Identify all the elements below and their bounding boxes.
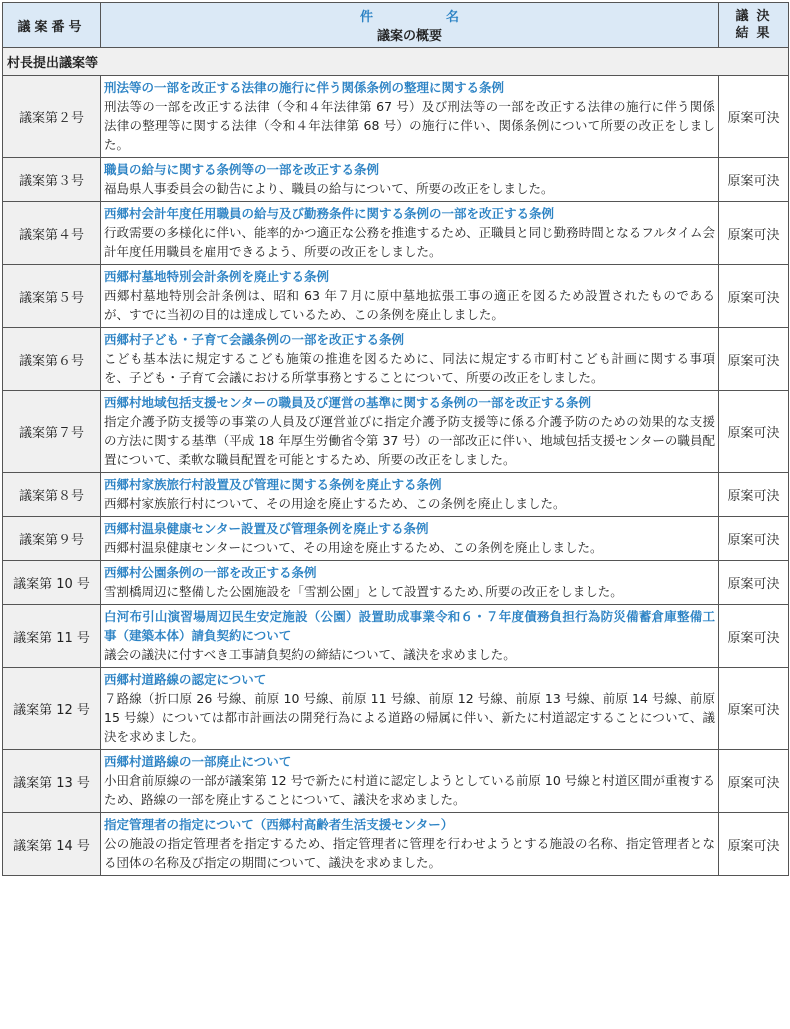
bill-result: 原案可決 — [719, 750, 789, 813]
header-result-line1: 議決 — [735, 9, 778, 24]
bill-number: 議案第６号 — [3, 328, 101, 391]
bill-row — [3, 158, 789, 202]
bill-body — [101, 813, 719, 876]
section-row — [3, 48, 789, 76]
bill-summary: 雪割橋周辺に整備した公園施設を「雪割公園」として設置するため､所要の改正をしました。 — [104, 584, 623, 599]
bill-summary: 西郷村家族旅行村について、その用途を廃止するため、この条例を廃止しました。 — [104, 496, 566, 511]
header-subtitle: 議案の概要 — [376, 29, 442, 44]
bill-number: 議案第５号 — [3, 265, 101, 328]
bill-title: 西郷村道路線の認定について — [104, 672, 267, 687]
bill-title: 西郷村家族旅行村設置及び管理に関する条例を廃止する条例 — [104, 477, 442, 492]
bill-number: 議案第７号 — [3, 391, 101, 473]
bill-row — [3, 605, 789, 668]
bill-summary: 福島県人事委員会の勧告により、職員の給与について、所要の改正をしました。 — [104, 181, 554, 196]
bill-summary: 議会の議決に付すべき工事請負契約の締結について、議決を求めました。 — [104, 647, 516, 662]
header-number: 議案番号 — [3, 3, 101, 48]
bill-row — [3, 517, 789, 561]
bill-summary: 西郷村墓地特別会計条例は、昭和 63 年７月に原中墓地拡張工事の適正を図るため設置されたものであるが、すでに当初の目的は達成しているため、この条例を廃止しました。 — [104, 288, 715, 322]
bill-number: 議案第 12 号 — [3, 668, 101, 750]
header-result-cell — [719, 3, 789, 48]
bill-title: 刑法等の一部を改正する法律の施行に伴う関係条例の整理に関する条例 — [104, 80, 505, 95]
bill-result: 原案可決 — [719, 158, 789, 202]
bill-row — [3, 668, 789, 750]
bill-title: 西郷村会計年度任用職員の給与及び勤務条件に関する条例の一部を改正する条例 — [104, 206, 555, 221]
bill-title: 白河布引山演習場周辺民生安定施設（公園）設置助成事業令和６・７年度債務負担行為防災備蓄倉庫整備工事（建築本体）請負契約について — [104, 609, 715, 643]
bill-row — [3, 750, 789, 813]
bill-row — [3, 202, 789, 265]
bill-title: 西郷村温泉健康センター設置及び管理条例を廃止する条例 — [104, 521, 429, 536]
bill-summary: 小田倉前原線の一部が議案第 12 号で新たに村道に認定しようとしている前原 10 号線と村道区間が重複するため、路線の一部を廃止することについて、議決を求めました。 — [104, 773, 715, 807]
bill-number: 議案第 10 号 — [3, 561, 101, 605]
bill-result: 原案可決 — [719, 517, 789, 561]
bill-number: 議案第８号 — [3, 473, 101, 517]
bill-result: 原案可決 — [719, 265, 789, 328]
bill-number: 議案第 14 号 — [3, 813, 101, 876]
bill-title: 指定管理者の指定について（西郷村高齢者生活支援センター） — [104, 817, 454, 832]
bill-body — [101, 668, 719, 750]
bill-body — [101, 76, 719, 158]
bill-row — [3, 391, 789, 473]
bill-body — [101, 265, 719, 328]
bill-body — [101, 328, 719, 391]
bill-number: 議案第４号 — [3, 202, 101, 265]
table-header-row — [3, 3, 789, 48]
bill-summary: 指定介護予防支援等の事業の人員及び運営並びに指定介護予防支援等に係る介護予防のための効果的な支援の方法に関する基準（平成 18 年厚生労働省令第 37 号）の一部改正に伴い、地域包括支援センターの職員配置について、柔軟な職員配置を可能とするため、所要の改正をしました。 — [104, 414, 715, 467]
bill-row — [3, 561, 789, 605]
header-title-cell — [101, 3, 719, 48]
bill-summary: 行政需要の多様化に伴い、能率的かつ適正な公務を推進するため、正職員と同じ勤務時間となるフルタイム会計年度任用職員を雇用できるよう、所要の改正をしました。 — [104, 225, 715, 259]
bill-body — [101, 158, 719, 202]
bill-summary: ７路線（折口原 26 号線、前原 10 号線、前原 11 号線、前原 12 号線、前原 13 号線、前原 14 号線、前原 15 号線）については都市計画法の開発行為による道路の帰属に伴い、新たに村道認定することについて、議決を求めました。 — [104, 691, 715, 744]
bill-body — [101, 561, 719, 605]
bill-summary: こども基本法に規定するこども施策の推進を図るために、同法に規定する市町村こども計画に関する事項を、子ども・子育て会議における所掌事務とすることについて、所要の改正をしました。 — [104, 351, 715, 385]
bill-summary: 刑法等の一部を改正する法律（令和４年法律第 67 号）及び刑法等の一部を改正する法律の施行に伴う関係法律の整理等に関する法律（令和４年法律第 68 号）の施行に伴い、関係条例について所要の改正をしました。 — [104, 99, 715, 152]
bill-body — [101, 517, 719, 561]
bill-number: 議案第 13 号 — [3, 750, 101, 813]
bill-title: 西郷村墓地特別会計条例を廃止する条例 — [104, 269, 330, 284]
bill-number: 議案第３号 — [3, 158, 101, 202]
bill-result: 原案可決 — [719, 605, 789, 668]
bill-title: 西郷村公園条例の一部を改正する条例 — [104, 565, 317, 580]
bill-row — [3, 813, 789, 876]
section-label: 村長提出議案等 — [3, 48, 789, 76]
bill-row — [3, 473, 789, 517]
bill-body — [101, 391, 719, 473]
bill-body — [101, 202, 719, 265]
bill-body — [101, 605, 719, 668]
bill-number: 議案第２号 — [3, 76, 101, 158]
bill-summary: 西郷村温泉健康センターについて、その用途を廃止するため、この条例を廃止しました。 — [104, 540, 603, 555]
bill-body — [101, 750, 719, 813]
header-result-line2: 結果 — [735, 26, 778, 41]
bill-row — [3, 265, 789, 328]
bill-result: 原案可決 — [719, 813, 789, 876]
bill-result: 原案可決 — [719, 391, 789, 473]
bill-number: 議案第９号 — [3, 517, 101, 561]
bill-title: 西郷村地域包括支援センターの職員及び運営の基準に関する条例の一部を改正する条例 — [104, 395, 592, 410]
bill-result: 原案可決 — [719, 473, 789, 517]
bill-title: 西郷村道路線の一部廃止について — [104, 754, 292, 769]
header-title: 件 名 — [359, 10, 489, 25]
bill-title: 西郷村子ども・子育て会議条例の一部を改正する条例 — [104, 332, 405, 347]
bill-title: 職員の給与に関する条例等の一部を改正する条例 — [104, 162, 380, 177]
bill-row — [3, 328, 789, 391]
bill-row — [3, 76, 789, 158]
bills-table — [2, 2, 789, 876]
bill-summary: 公の施設の指定管理者を指定するため、指定管理者に管理を行わせようとする施設の名称、指定管理者となる団体の名称及び指定の期間について、議決を求めました。 — [104, 836, 715, 870]
bill-result: 原案可決 — [719, 76, 789, 158]
bill-body — [101, 473, 719, 517]
bill-result: 原案可決 — [719, 668, 789, 750]
bill-result: 原案可決 — [719, 202, 789, 265]
bill-result: 原案可決 — [719, 561, 789, 605]
bill-number: 議案第 11 号 — [3, 605, 101, 668]
bill-result: 原案可決 — [719, 328, 789, 391]
